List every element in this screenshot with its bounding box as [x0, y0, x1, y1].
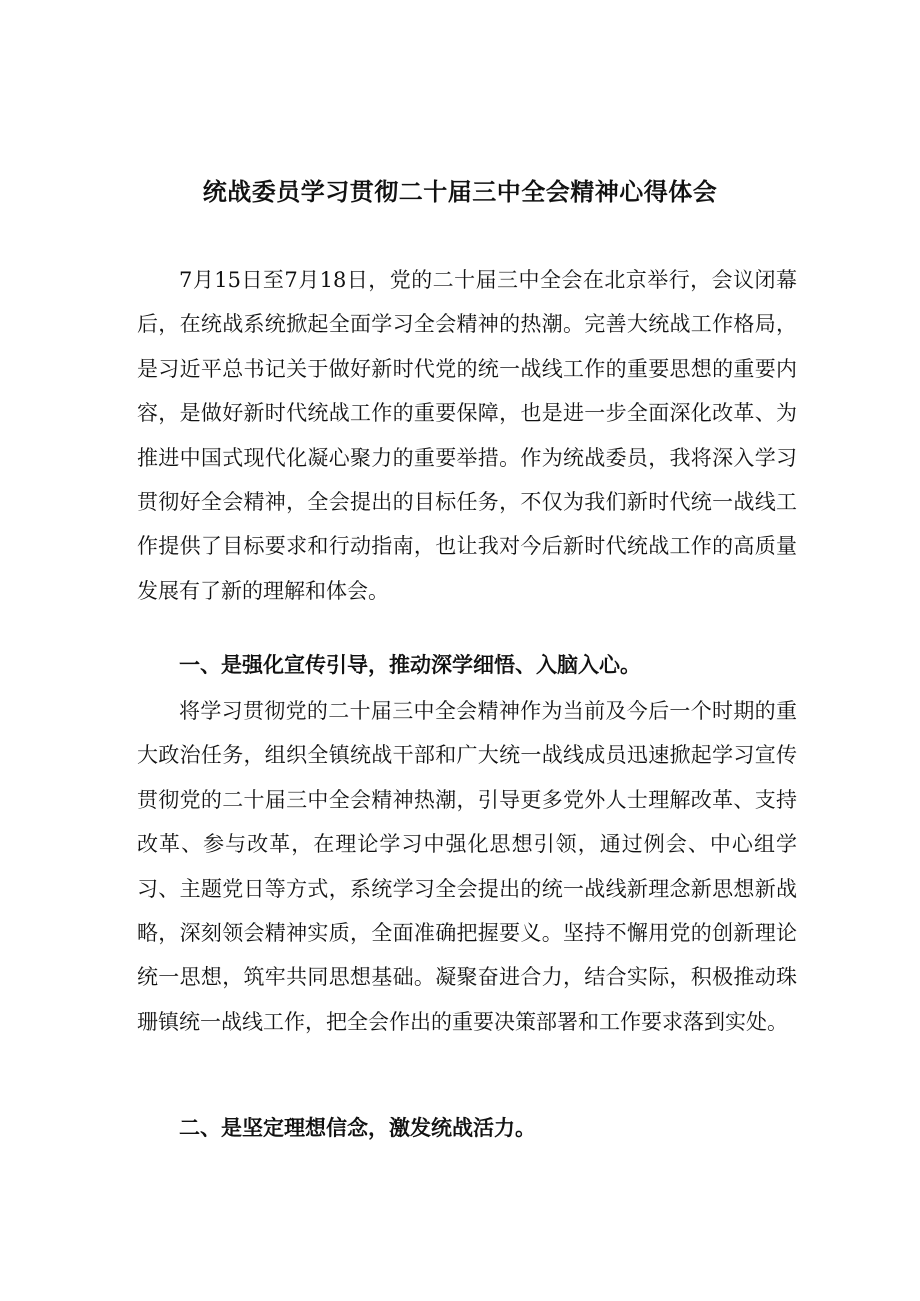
intro-paragraph: 7月15日至7月18日，党的二十届三中全会在北京举行，会议闭幕后，在统战系统掀起全面学习全会精神的热潮。完善大统战工作格局，是习近平总书记关于做好新时代党的统一战线工作的重要思想的重要内容，是做好新时代统战工作的重要保障，也是进一步全面深化改革、为推进中国式现代化凝心聚力的重要举措。作为统战委员，我将深入学习贯彻好全会精神，全会提出的目标任务，不仅为我们新时代统一战线工作提供了目标要求和行动指南，也让我对今后新时代统战工作的高质量发展有了新的理解和体会。	[137, 268, 797, 603]
section-heading-1: 一、是强化宣传引导，推动深学细悟、入脑入心。	[179, 653, 641, 677]
section-heading-2: 二、是坚定理想信念，激发统战活力。	[179, 1116, 536, 1140]
section-1-paragraph: 将学习贯彻党的二十届三中全会精神作为当前及今后一个时期的重大政治任务，组织全镇统战干部和广大统一战线成员迅速掀起学习宣传贯彻党的二十届三中全会精神热潮，引导更多党外人士理解改革、支持改革、参与改革，在理论学习中强化思想引领，通过例会、中心组学习、主题党日等方式，系统学习全会提出的统一战线新理念新思想新战略，深刻领会精神实质，全面准确把握要义。坚持不懈用党的创新理论统一思想，筑牢共同思想基础。凝聚奋进合力，结合实际，积极推动珠珊镇统一战线工作，把全会作出的重要决策部署和工作要求落到实处。	[137, 699, 797, 1034]
document-title: 统战委员学习贯彻二十届三中全会精神心得体会	[202, 178, 718, 206]
